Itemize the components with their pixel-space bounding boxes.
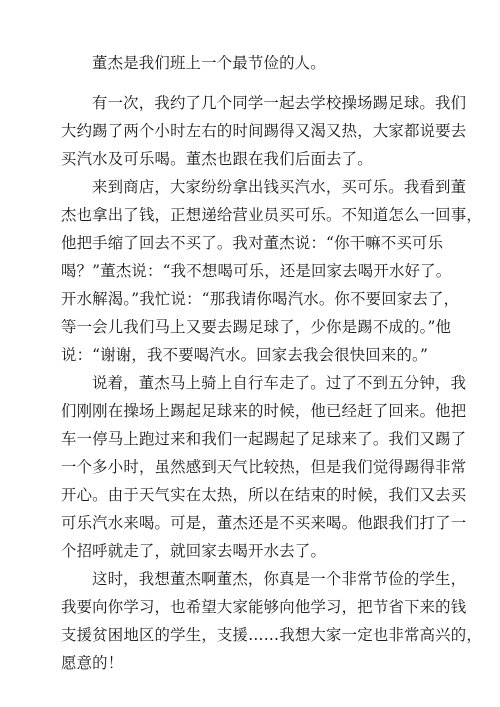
essay-line: 我要向你学习，也希望大家能够向他学习，把节省下来的钱 [61,598,467,616]
essay-line: 愿意的！ [61,654,124,672]
essay-line: 说：“谢谢，我不要喝汽水。回家去我会很快回来的。” [61,346,429,364]
essay-line: 个招呼就走了，就回家去喝开水去了。 [61,542,327,560]
essay-line: 可乐汽水来喝。可是，董杰还是不买来喝。他跟我们打了一 [61,514,467,532]
essay-line: 杰也拿出了钱，正想递给营业员买可乐。不知道怎么一回事， [61,206,482,224]
essay-line: 一个多小时，虽然感到天气比较热，但是我们觉得踢得非常 [61,458,467,476]
essay-line: 买汽水及可乐喝。董杰也跟在我们后面去了。 [61,150,373,168]
essay-line: 有一次，我约了几个同学一起去学校操场踢足球。我们 [92,94,467,112]
essay-line: 大约踢了两个小时左右的时间踢得又渴又热，大家都说要去 [61,122,467,140]
essay-line: 开水解渴。”我忙说：“那我请你喝汽水。你不要回家去了， [61,290,460,308]
essay-line: 开心。由于天气实在太热，所以在结束的时候，我们又去买 [61,486,467,504]
essay-line: 支援贫困地区的学生，支援……我想大家一定也非常高兴的， [61,626,482,644]
essay-line: 说着，董杰马上骑上自行车走了。过了不到五分钟，我 [92,374,467,392]
essay-line: 等一会儿我们马上又要去踢足球了，少你是踢不成的。”他 [61,318,452,336]
essay-line: 车一停马上跑过来和我们一起踢起了足球来了。我们又踢了 [61,430,467,448]
essay-line: 来到商店，大家纷纷拿出钱买汽水，买可乐。我看到董 [92,178,467,196]
essay-line: 董杰是我们班上一个最节俭的人。 [92,54,326,72]
essay-line: 们刚刚在操场上踢起足球来的时候，他已经赶了回来。他把 [61,402,467,420]
essay-line: 喝？”董杰说：“我不想喝可乐，还是回家去喝开水好了。 [61,262,452,280]
essay-line: 他把手缩了回去不买了。我对董杰说：“你干嘛不买可乐 [61,234,444,252]
essay-line: 这时，我想董杰啊董杰，你真是一个非常节俭的学生， [92,570,467,588]
